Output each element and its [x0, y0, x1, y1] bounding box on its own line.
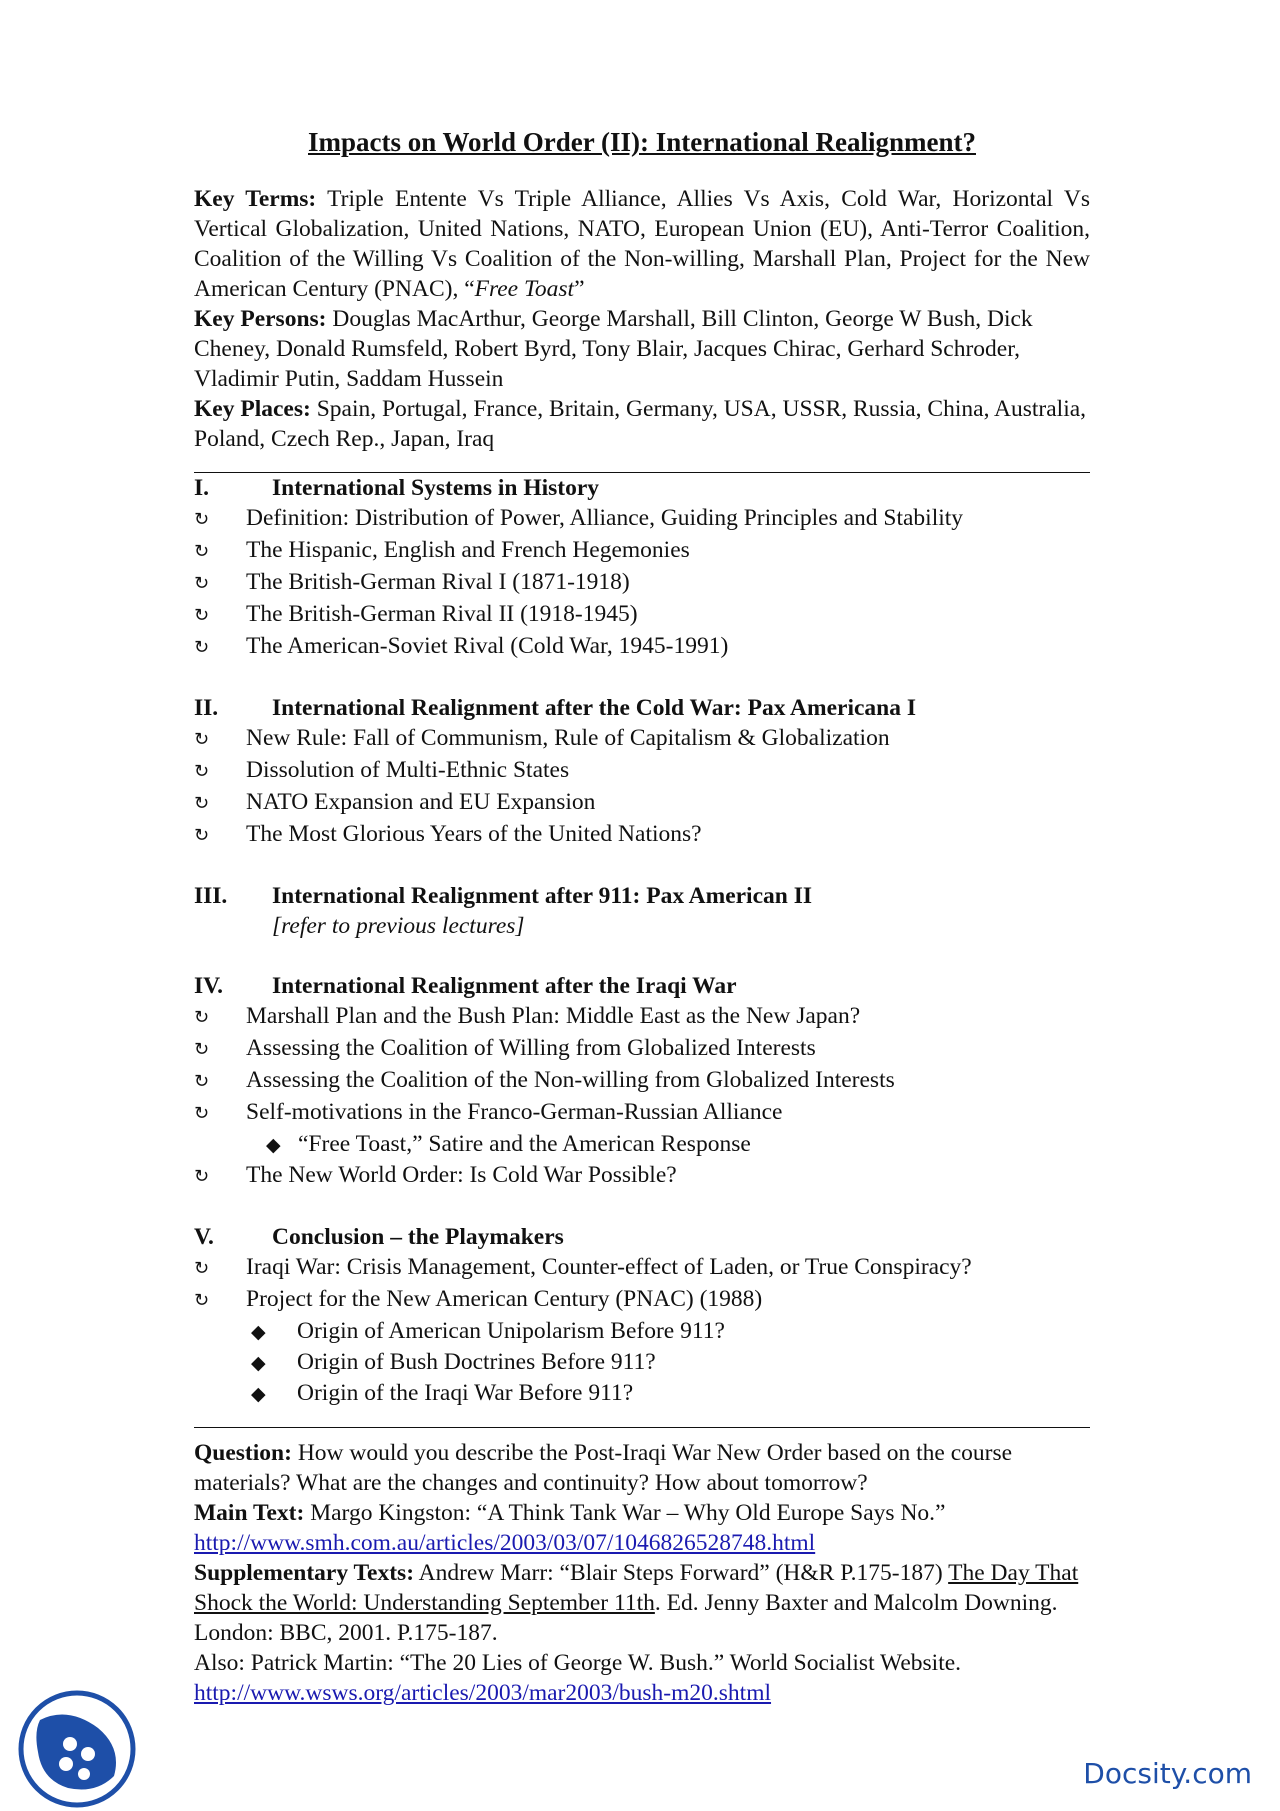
- item-text: Origin of the Iraqi War Before 911?: [297, 1380, 634, 1406]
- sub-list-item: [194, 1378, 1090, 1409]
- main-text: [194, 1498, 1090, 1558]
- item-text: The New World Order: Is Cold War Possible?: [246, 1162, 677, 1188]
- bullet-arrow-icon: ↻: [194, 793, 210, 814]
- item-text: The British-German Rival II (1918-1945): [246, 601, 638, 627]
- key-terms-text: Triple Entente Vs Triple Alliance, Allies Vs Axis, Cold War, Horizontal Vs Vertical Globalization, United Nations, NATO, European Union (EU), Anti-Terror Coalition, Coalition of the Willing Vs Coalition of the Non-willing, Marshall Plan, Project for the New American Century (PNAC), “: [194, 186, 1091, 302]
- key-places-text: Spain, Portugal, France, Britain, Germany, USA, USSR, Russia, China, Australia, Poland, Czech Rep., Japan, Iraq: [194, 396, 1087, 452]
- document-page: [194, 124, 1090, 1708]
- sub-list-item: [194, 1316, 1090, 1347]
- main-text-citation: Margo Kingston: “A Think Tank War – Why Old Europe Says No.”: [304, 1500, 946, 1526]
- section-2: [194, 693, 1090, 851]
- diamond-bullet-icon: ◆: [266, 1134, 281, 1156]
- section-title: Conclusion – the Playmakers: [272, 1224, 564, 1250]
- key-terms-label: Key Terms:: [194, 186, 317, 212]
- also-link[interactable]: http://www.wsws.org/articles/2003/mar2003/bush-m20.shtml: [194, 1680, 772, 1706]
- section-number: I.: [194, 475, 210, 501]
- section-heading: [194, 971, 1090, 1001]
- section-title: International Systems in History: [272, 475, 600, 501]
- key-persons-text: Douglas MacArthur, George Marshall, Bill Clinton, George W Bush, Dick Cheney, Donald Rumsfeld, Robert Byrd, Tony Blair, Jacques Chirac, Gerhard Schroder, Vladimir Putin, Saddam Hussein: [194, 306, 1033, 392]
- bullet-arrow-icon: ↻: [194, 1071, 210, 1092]
- section-heading: [194, 693, 1090, 723]
- item-text: Marshall Plan and the Bush Plan: Middle East as the New Japan?: [246, 1003, 861, 1029]
- diamond-bullet-icon: ◆: [251, 1352, 266, 1374]
- item-text: Assessing the Coalition of the Non-willing from Globalized Interests: [246, 1067, 895, 1093]
- bullet-arrow-icon: ↻: [194, 1103, 210, 1124]
- docsity-logo-icon: [18, 1690, 136, 1808]
- bullet-arrow-icon: ↻: [194, 825, 210, 846]
- supplementary-citation: Andrew Marr: “Blair Steps Forward” (H&R P.175-187): [414, 1560, 949, 1586]
- sub-list-item: [194, 1347, 1090, 1378]
- list-item: [194, 819, 1090, 851]
- list-item: [194, 503, 1090, 535]
- section-number: V.: [194, 1224, 214, 1250]
- list-item: [194, 755, 1090, 787]
- bullet-arrow-icon: ↻: [194, 541, 210, 562]
- key-places-label: Key Places:: [194, 396, 311, 422]
- section-title: International Realignment after the Iraqi War: [272, 973, 737, 999]
- bullet-arrow-icon: ↻: [194, 509, 210, 530]
- list-item: [194, 1160, 1090, 1192]
- question-text: How would you describe the Post-Iraqi War New Order based on the course materials? What are the changes and continuity? How about tomorrow?: [194, 1440, 1013, 1496]
- supplementary-texts: [194, 1558, 1090, 1648]
- key-terms-end: ”: [574, 276, 585, 302]
- key-terms: [194, 184, 1090, 304]
- docsity-brand-text: Docsity.com: [1083, 1757, 1252, 1790]
- section-note: [refer to previous lectures]: [272, 913, 525, 939]
- item-text: The British-German Rival I (1871-1918): [246, 569, 630, 595]
- item-text: The American-Soviet Rival (Cold War, 1945-1991): [246, 633, 729, 659]
- list-item: [194, 599, 1090, 631]
- list-item: [194, 535, 1090, 567]
- divider-bottom: [194, 1427, 1090, 1428]
- also-reading: [194, 1648, 1090, 1708]
- section-title: International Realignment after 911: Pax American II: [272, 883, 813, 909]
- bullet-arrow-icon: ↻: [194, 573, 210, 594]
- item-text: Definition: Distribution of Power, Alliance, Guiding Principles and Stability: [246, 505, 964, 531]
- list-item: [194, 1097, 1090, 1129]
- section-heading: [194, 473, 1090, 503]
- section-number: II.: [194, 695, 219, 721]
- item-text: The Most Glorious Years of the United Nations?: [246, 821, 702, 847]
- section-heading: [194, 1222, 1090, 1252]
- list-item: [194, 1001, 1090, 1033]
- item-text: Self-motivations in the Franco-German-Russian Alliance: [246, 1099, 783, 1125]
- bullet-arrow-icon: ↻: [194, 605, 210, 626]
- key-persons-label: Key Persons:: [194, 306, 327, 332]
- key-places: [194, 394, 1090, 454]
- also-citation: Also: Patrick Martin: “The 20 Lies of George W. Bush.” World Socialist Website.: [194, 1650, 962, 1676]
- supplementary-rest: . Ed. Jenny Baxter and Malcolm Downing. London: BBC, 2001. P.175-187.: [194, 1590, 1058, 1646]
- section-3: [194, 881, 1090, 941]
- item-text: Project for the New American Century (PNAC) (1988): [246, 1286, 763, 1312]
- list-item: [194, 631, 1090, 663]
- list-item: [194, 1252, 1090, 1284]
- list-item: [194, 1284, 1090, 1316]
- section-number: IV.: [194, 973, 223, 999]
- item-text: Dissolution of Multi-Ethnic States: [246, 757, 570, 783]
- question: [194, 1438, 1090, 1498]
- main-text-link[interactable]: http://www.smh.com.au/articles/2003/03/07/1046826528748.html: [194, 1530, 816, 1556]
- section-heading: [194, 881, 1090, 911]
- diamond-bullet-icon: ◆: [251, 1383, 266, 1405]
- bullet-arrow-icon: ↻: [194, 1290, 210, 1311]
- item-text: “Free Toast,” Satire and the American Response: [298, 1131, 751, 1157]
- key-terms-italic: Free Toast: [474, 276, 575, 302]
- item-text: Assessing the Coalition of Willing from Globalized Interests: [246, 1035, 816, 1061]
- list-item: [194, 1065, 1090, 1097]
- bullet-arrow-icon: ↻: [194, 1039, 210, 1060]
- readings-block: [194, 1438, 1090, 1708]
- item-text: Iraqi War: Crisis Management, Counter-effect of Laden, or True Conspiracy?: [246, 1254, 972, 1280]
- item-text: NATO Expansion and EU Expansion: [246, 789, 596, 815]
- list-item: [194, 567, 1090, 599]
- bullet-arrow-icon: ↻: [194, 1258, 210, 1279]
- section-5: [194, 1222, 1090, 1409]
- item-text: Origin of American Unipolarism Before 911?: [297, 1318, 725, 1344]
- list-item: [194, 1033, 1090, 1065]
- item-text: New Rule: Fall of Communism, Rule of Capitalism & Globalization: [246, 725, 890, 751]
- main-text-label: Main Text:: [194, 1500, 305, 1526]
- bullet-arrow-icon: ↻: [194, 637, 210, 658]
- bullet-arrow-icon: ↻: [194, 1166, 210, 1187]
- section-number: III.: [194, 883, 228, 909]
- item-text: The Hispanic, English and French Hegemonies: [246, 537, 690, 563]
- bullet-arrow-icon: ↻: [194, 729, 210, 750]
- bullet-arrow-icon: ↻: [194, 1007, 210, 1028]
- section-1: [194, 473, 1090, 663]
- key-persons: [194, 304, 1090, 394]
- diamond-bullet-icon: ◆: [251, 1321, 266, 1343]
- item-text: Origin of Bush Doctrines Before 911?: [297, 1349, 656, 1375]
- list-item: [194, 723, 1090, 755]
- section-4: [194, 971, 1090, 1192]
- question-label: Question:: [194, 1440, 292, 1466]
- supplementary-label: Supplementary Texts:: [194, 1560, 415, 1586]
- supplementary-book-title: The Day That Shock the World: Understanding September 11th: [194, 1560, 1079, 1616]
- sub-list-item: [194, 1129, 1090, 1160]
- section-title: International Realignment after the Cold War: Pax Americana I: [272, 695, 917, 721]
- document-title: Impacts on World Order (II): International Realignment?: [308, 127, 976, 157]
- list-item: [194, 787, 1090, 819]
- bullet-arrow-icon: ↻: [194, 761, 210, 782]
